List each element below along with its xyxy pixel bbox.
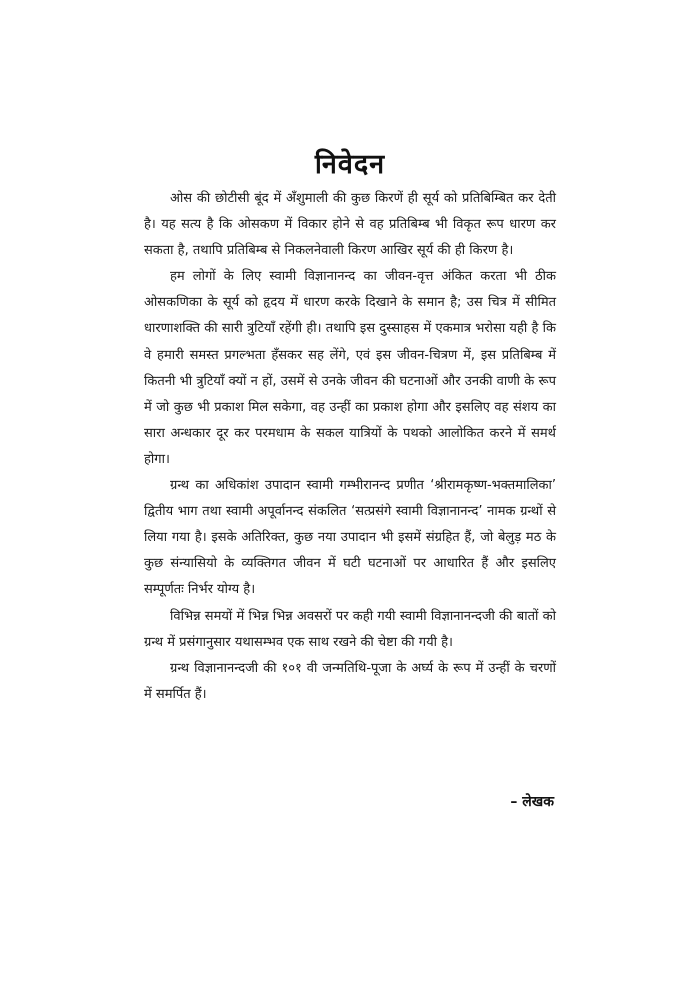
- paragraph-3: ग्रन्थ का अधिकांश उपादान स्वामी गम्भीरानन्द प्रणीत ‘श्रीरामकृष्ण-भक्तमालिका’ द्वितीय भाग तथा स्वामी अपूर्वानन्द संकलित ‘सत्प्रसंगे स्वामी विज्ञानानन्द’ नामक ग्रन्थों से लिया गया है। इसके अतिरिक्त, कुछ नया उपादान भी इसमें संग्रहित हैं, जो बेलुड़ मठ के कुछ संन्यासियो के व्यक्तिगत जीवन में घटी घटनाओं पर आधारित हैं और इसलिए सम्पूर्णतः निर्भर योग्य है।: [144, 478, 556, 598]
- author-signature: – लेखक: [510, 794, 554, 810]
- paragraph-1: ओस की छोटीसी बूंद में अँशुमाली की कुछ किरणें ही सूर्य को प्रतिबिम्बित कर देती है। यह सत्य है कि ओसकण में विकार होने से वह प्रतिबिम्ब भी विकृत रूप धारण कर सकता है, तथापि प्रतिबिम्ब से निकलनेवाली किरण आखिर सूर्य की ही किरण है।: [144, 191, 556, 259]
- paragraph-2: हम लोगों के लिए स्वामी विज्ञानानन्द का जीवन-वृत्त अंकित करता भी ठीक ओसकणिका के सूर्य को हृदय में धारण करके दिखाने के समान है; उस चित्र में सीमित धारणाशक्ति की सारी त्रुटियाँ रहेंगी ही। तथापि इस दुस्साहस में एकमात्र भरोसा यही है कि वे हमारी समस्त प्रगल्भता हँसकर सह लेंगे, एवं इस जीवन-चित्रण में, इस प्रतिबिम्ब में कितनी भी त्रुटियाँ क्यों न हों, उसमें से उनके जीवन की घटनाओं और उनकी वाणी के रूप में जो कुछ भी प्रकाश मिल सकेगा, वह उन्हीं का प्रकाश होगा और इसलिए वह संशय का सारा अन्धकार दूर कर परमधाम के सकल यात्रियों के पथको आलोकित करने में समर्थ होगा।: [144, 269, 556, 467]
- paragraph-4: विभिन्न समयों में भिन्न भिन्न अवसरों पर कही गयी स्वामी विज्ञानानन्दजी की बातों को ग्रन्थ में प्रसंगानुसार यथासम्भव एक साथ रखने की चेष्टा की गयी है।: [144, 608, 556, 650]
- document-body: [144, 186, 556, 708]
- paragraph-5: ग्रन्थ विज्ञानानन्दजी की १०१ वी जन्मतिथि-पूजा के अर्घ्य के रूप में उन्हीं के चरणों में समर्पित हैं।: [144, 660, 556, 702]
- page-title: निवेदन: [314, 149, 386, 181]
